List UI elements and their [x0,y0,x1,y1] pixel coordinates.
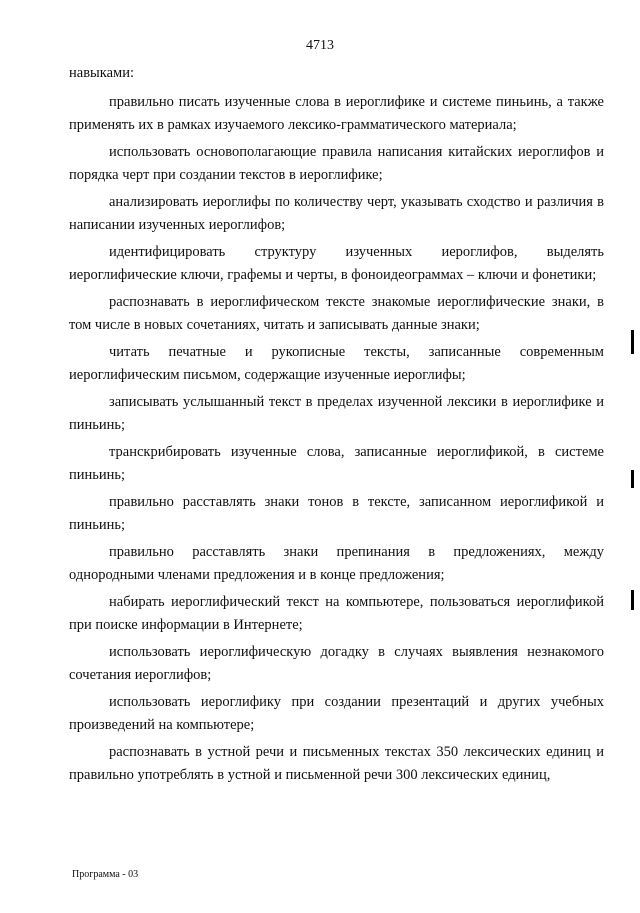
scan-edge-mark [631,470,634,488]
scan-edge-mark [631,330,634,354]
document-body [69,62,604,791]
list-item: набирать иероглифический текст на компьютере, пользоваться иероглификой при поиске информации в Интернете; [69,594,604,633]
list-item: распознавать в устной речи и письменных текстах 350 лексических единиц и правильно употреблять в устной и письменной речи 300 лексических единиц, [69,744,604,783]
page-footer: Программа - 03 [72,869,139,880]
list-item: правильно расставлять знаки препинания в предложениях, между однородными членами предложения и в конце предложения; [69,544,604,583]
paragraph-intro: навыками: [69,65,135,81]
list-item: читать печатные и рукописные тексты, записанные современным иероглифическим письмом, содержащие изученные иероглифы; [69,344,604,383]
list-item: правильно расставлять знаки тонов в тексте, записанном иероглификой и пиньинь; [69,494,604,533]
list-item: использовать иероглифику при создании презентаций и других учебных произведений на компьютере; [69,694,604,733]
scan-edge-mark [631,590,634,610]
list-item: использовать основополагающие правила написания китайских иероглифов и порядка черт при создании текстов в иероглифике; [69,144,604,183]
list-item: идентифицировать структуру изученных иероглифов, выделять иероглифические ключи, графемы и черты, в фоноидеограммах – ключи и фонетики; [69,244,604,283]
list-item: транскрибировать изученные слова, записанные иероглификой, в системе пиньинь; [69,444,604,483]
list-item: распознавать в иероглифическом тексте знакомые иероглифические знаки, в том числе в новых сочетаниях, читать и записывать данные знаки; [69,294,604,333]
list-item: анализировать иероглифы по количеству черт, указывать сходство и различия в написании изученных иероглифов; [69,194,604,233]
list-item: правильно писать изученные слова в иероглифике и системе пиньинь, а также применять их в рамках изучаемого лексико-грамматического материала; [69,94,604,133]
list-item: использовать иероглифическую догадку в случаях выявления незнакомого сочетания иероглифов; [69,644,604,683]
page-number: 4713 [306,38,334,53]
list-item: записывать услышанный текст в пределах изученной лексики в иероглифике и пиньинь; [69,394,604,433]
